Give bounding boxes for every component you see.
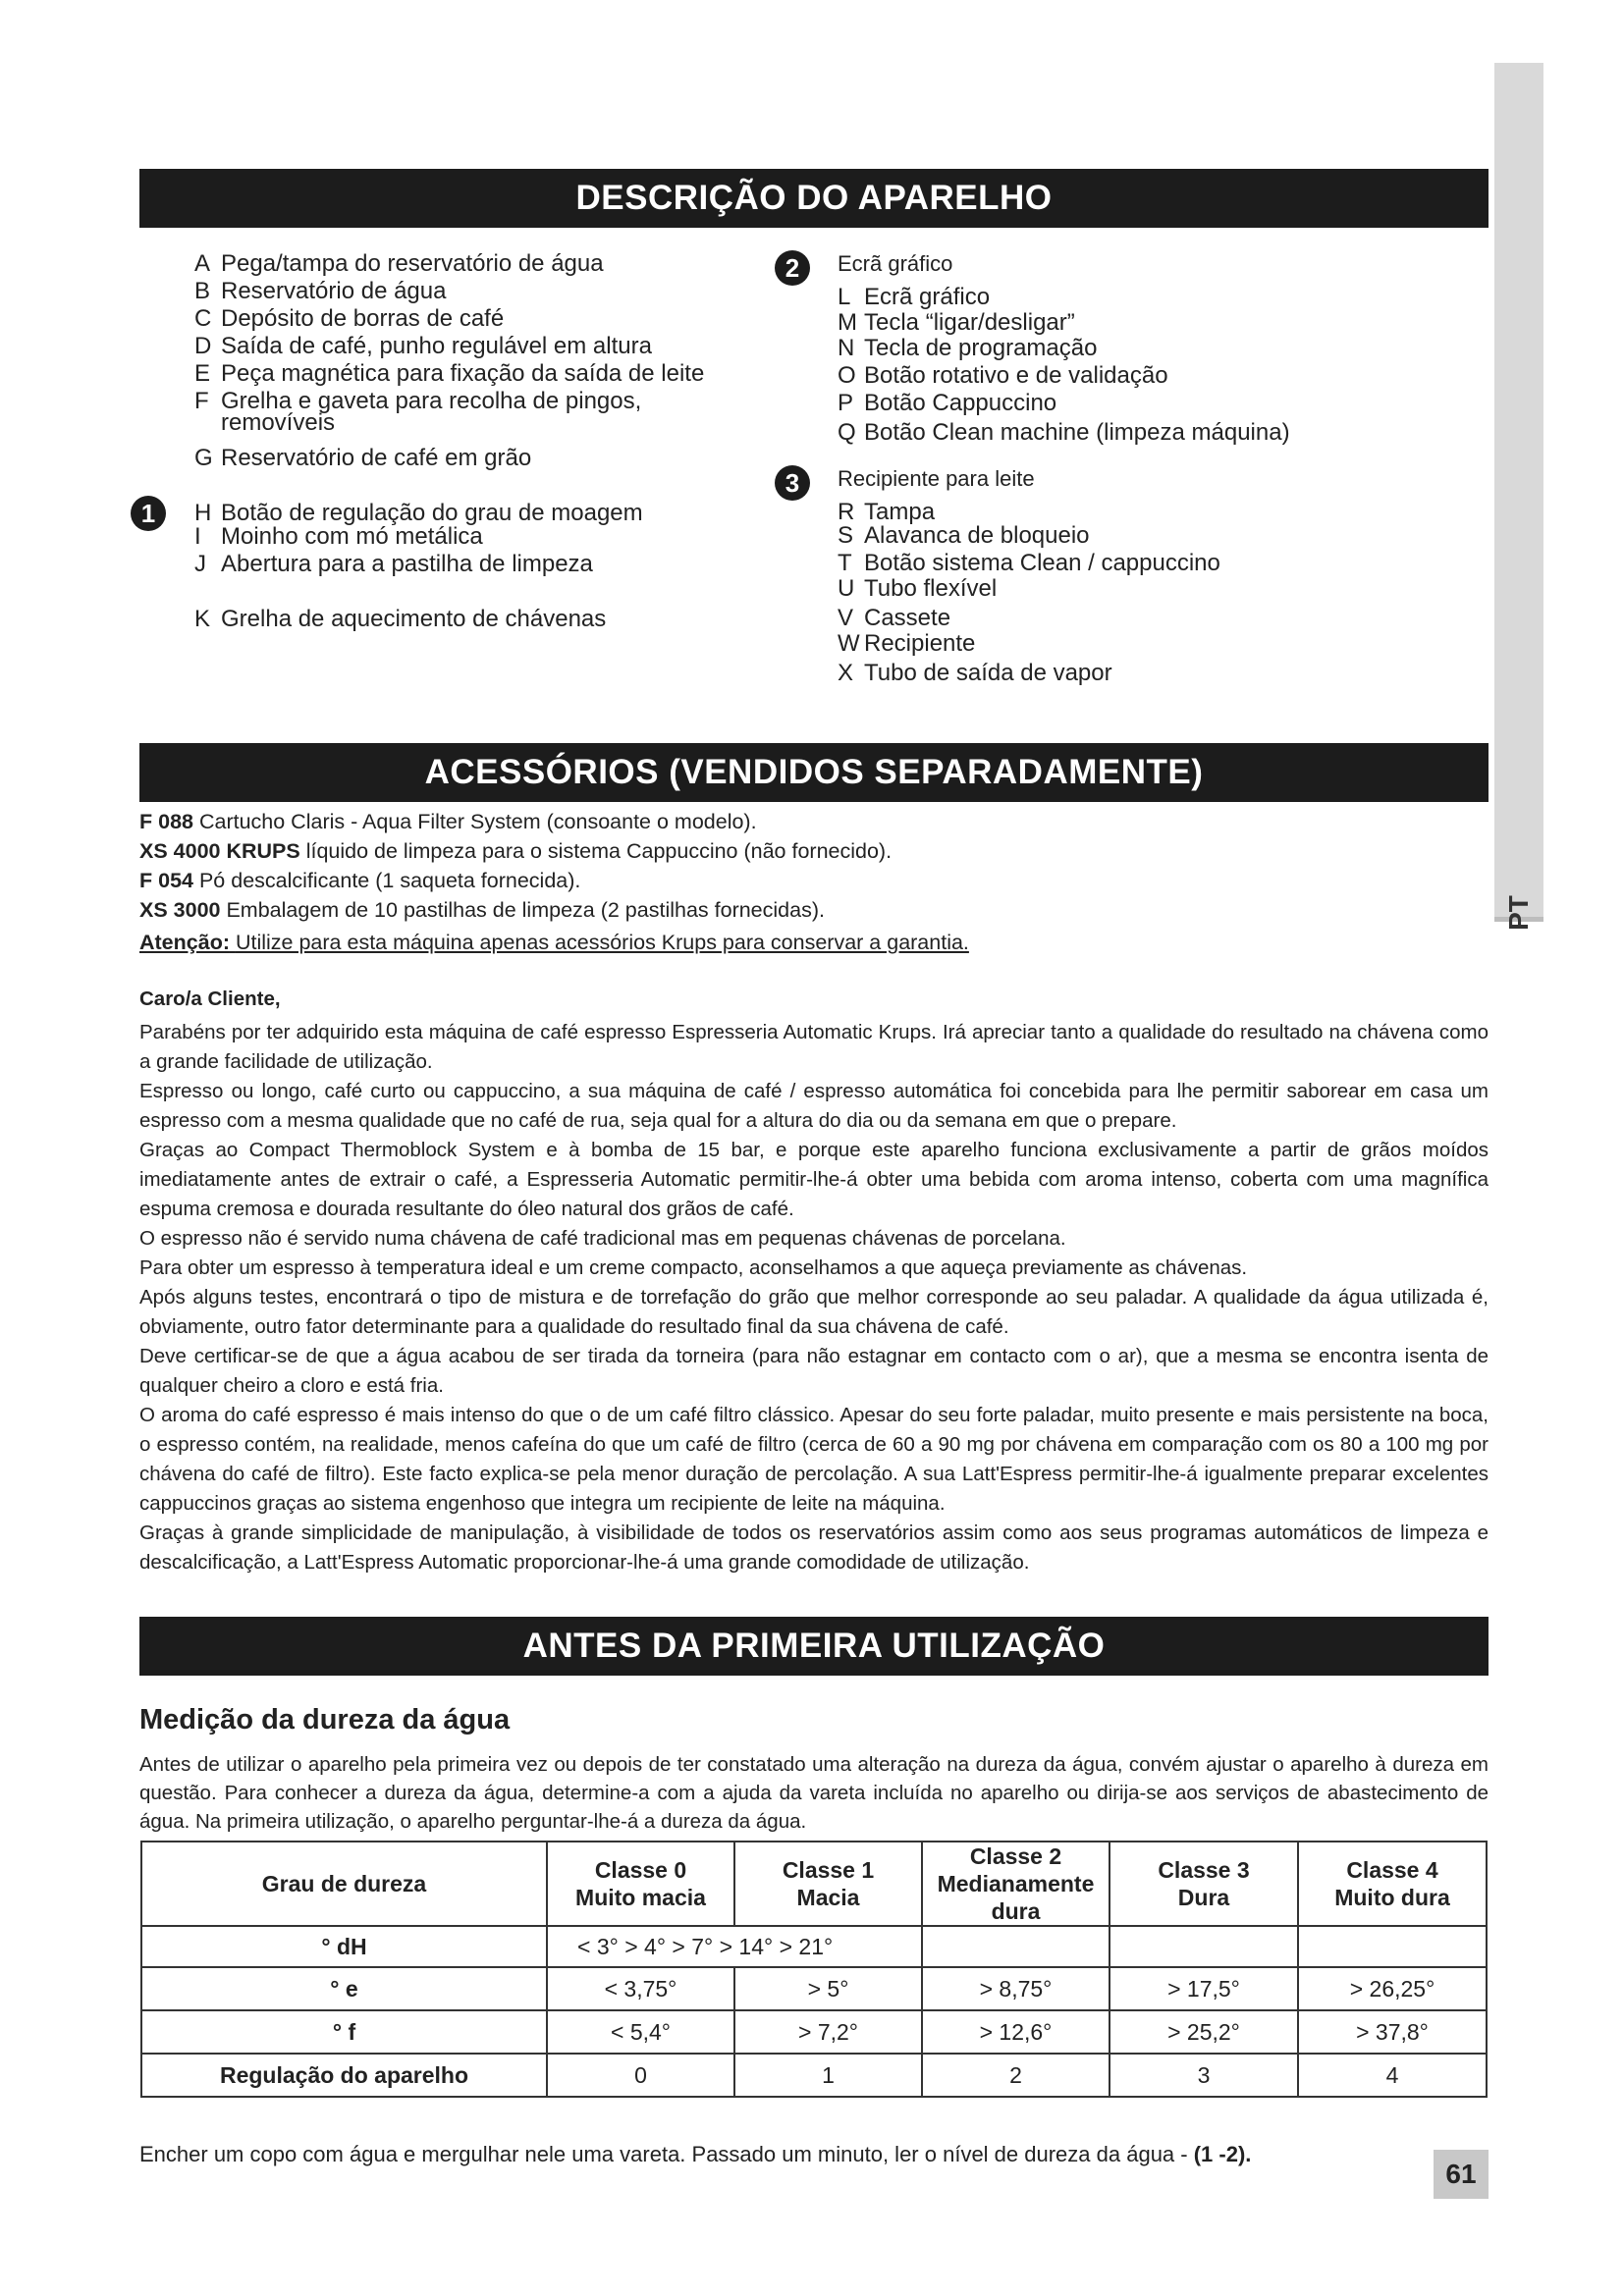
paragraph: Deve certificar-se de que a água acabou de ser tirada da torneira (para não estagnar em contacto com o ar), que a mesma se encontra isenta de qualquer cheiro a cloro e está fria. [139, 1345, 1489, 1397]
list-item: F 054 Pó descalcificante (1 saqueta fornecida). [139, 869, 581, 892]
section-title-first-use: ANTES DA PRIMEIRA UTILIZAÇÃO [139, 1617, 1489, 1676]
table-cell: > 12,6° [922, 2010, 1110, 2054]
table-cell: > 37,8° [1298, 2010, 1487, 2054]
list-item: S Alavanca de bloqueio [838, 522, 1090, 549]
table-cell: < 3° > 4° > 7° > 14° > 21° [547, 1926, 922, 1967]
paragraph: O aroma do café espresso é mais intenso do que o de um café filtro clássico. Apesar do seu forte paladar, muito presente e mais persistente na boca, o espresso contém, na realidade, menos cafeína do que um café de filtro (cerca de 60 a 90 mg por chávena em comparação com os 80 a 100 mg por chávena do café de filtro). Este facto explica-se pela menor duração de percolação. A sua Latt'Espress permitir-lhe-á igualmente preparar excelentes cappuccinos graças ao sistema engenhoso que integra um recipiente de leite na máquina. [139, 1404, 1489, 1515]
section-title-description: DESCRIÇÃO DO APARELHO [139, 169, 1489, 228]
table-header-class: Classe 1 Macia [734, 1842, 922, 1926]
table-row [141, 1967, 1487, 2010]
table-cell [922, 1926, 1110, 1967]
paragraph: Espresso ou longo, café curto ou cappuccino, a sua máquina de café / espresso automática foi concebida para lhe permitir saborear em casa um espresso com a mesma qualidade que no café de rua, seja qual for a altura do dia ou da semana em que o prepare. [139, 1080, 1489, 1132]
parts-list-left [194, 250, 705, 632]
list-item: C Depósito de borras de café [194, 305, 505, 332]
badge-2: 2 [775, 250, 810, 286]
badge-3: 3 [775, 465, 810, 501]
row-label: ° e [141, 1967, 547, 2010]
table-cell: > 25,2° [1110, 2010, 1298, 2054]
customer-letter [139, 985, 1489, 1577]
list-item: P Botão Cappuccino [838, 390, 1057, 416]
table-cell [1298, 1926, 1487, 1967]
hardness-table [140, 1841, 1488, 2098]
table-header-class: Classe 4 Muito dura [1298, 1842, 1487, 1926]
list-item: F Grelha e gaveta para recolha de pingos, [194, 388, 642, 414]
section-title-accessories: ACESSÓRIOS (VENDIDOS SEPARADAMENTE) [139, 743, 1489, 802]
table-cell: 2 [922, 2054, 1110, 2097]
list-item: O Botão rotativo e de validação [838, 362, 1168, 389]
footer-instruction: Encher um copo com água e mergulhar nele uma vareta. Passado um minuto, ler o nível de dureza da água - (1 -2). [139, 2142, 1252, 2166]
parts-list-milk [838, 465, 1220, 685]
list-item: Q Botão Clean machine (limpeza máquina) [838, 419, 1290, 446]
list-item: A Pega/tampa do reservatório de água [194, 250, 604, 277]
group-title-milk: Recipiente para leite [838, 466, 1035, 491]
list-item: M Tecla “ligar/desligar” [838, 309, 1075, 336]
page-number: 61 [1434, 2150, 1489, 2199]
list-item: U Tubo flexível [838, 575, 998, 602]
table-header-class: Classe 2 Medianamente dura [922, 1842, 1110, 1926]
table-cell: 1 [734, 2054, 922, 2097]
list-item: R Tampa [838, 499, 936, 525]
table-header-class: Classe 0 Muito macia [547, 1842, 734, 1926]
paragraph: Graças ao Compact Thermoblock System e à bomba de 15 bar, e porque este aparelho funciona exclusivamente a partir de grãos moídos imediatamente antes de extrair o café, a Espresseria Automatic permitir-lhe-á obter uma bebida com aroma intenso, coberta com uma magnífica espuma cremosa e dourada resultante do óleo natural dos grãos de café. [139, 1139, 1489, 1220]
paragraph: Graças à grande simplicidade de manipulação, à visibilidade de todos os reservatórios assim como aos seus programas automáticos de limpeza e descalcificação, a Latt'Espress Automatic proporcionar-lhe-á uma grande comodidade de utilização. [139, 1522, 1489, 1574]
list-item: XS 3000 Embalagem de 10 pastilhas de limpeza (2 pastilhas fornecidas). [139, 898, 825, 922]
badge-1: 1 [131, 496, 166, 531]
list-item: L Ecrã gráfico [838, 284, 991, 310]
table-cell: > 26,25° [1298, 1967, 1487, 2010]
accessories-list [139, 807, 1489, 957]
attention-note: Atenção: Utilize para esta máquina apenas acessórios Krups para conservar a garantia. [139, 931, 969, 954]
paragraph: Após alguns testes, encontrará o tipo de mistura e de torrefação do grão que melhor corresponde ao seu paladar. A qualidade da água utilizada é, obviamente, outro fator determinante para a qualidade do resultado final da sua chávena de café. [139, 1286, 1489, 1338]
list-item: X Tubo de saída de vapor [838, 660, 1112, 686]
table-cell: > 7,2° [734, 2010, 922, 2054]
list-item: G Reservatório de café em grão [194, 445, 532, 471]
table-cell: > 17,5° [1110, 1967, 1298, 2010]
greeting: Caro/a Cliente, [139, 988, 281, 1010]
table-cell: 0 [547, 2054, 734, 2097]
table-cell: < 5,4° [547, 2010, 734, 2054]
table-cell: 4 [1298, 2054, 1487, 2097]
list-item: T Botão sistema Clean / cappuccino [838, 550, 1220, 576]
list-item: E Peça magnética para fixação da saída de leite [194, 360, 705, 387]
paragraph: O espresso não é servido numa chávena de café tradicional mas em pequenas chávenas de porcelana. [139, 1227, 1066, 1250]
paragraph: Para obter um espresso à temperatura ideal e um creme compacto, aconselhamos a que aqueça previamente as chávenas. [139, 1256, 1248, 1279]
parts-list-display [838, 250, 1290, 446]
list-item: V Cassete [838, 605, 951, 631]
row-label: ° dH [141, 1926, 547, 1967]
row-label: Regulação do aparelho [141, 2054, 547, 2097]
language-label: PT [1503, 895, 1534, 931]
list-item: N Tecla de programação [838, 335, 1098, 361]
list-item: K Grelha de aquecimento de chávenas [194, 606, 607, 632]
list-item: XS 4000 KRUPS líquido de limpeza para o sistema Cappuccino (não fornecido). [139, 839, 893, 863]
list-item: H Botão de regulação do grau de moagem [194, 500, 643, 526]
list-item: removíveis [221, 409, 336, 436]
list-item: J Abertura para a pastilha de limpeza [194, 551, 593, 577]
table-cell: > 8,75° [922, 1967, 1110, 2010]
table-header-class: Classe 3 Dura [1110, 1842, 1298, 1926]
subsection-title: Medição da dureza da água [139, 1704, 511, 1735]
list-item: W Recipiente [838, 630, 976, 657]
paragraph: Parabéns por ter adquirido esta máquina de café espresso Espresseria Automatic Krups. Irá apreciar tanto a qualidade do resultado na chávena como a grande facilidade de utilização. [139, 1021, 1489, 1073]
list-item: F 088 Cartucho Claris - Aqua Filter System (consoante o modelo). [139, 810, 757, 833]
table-cell [1110, 1926, 1298, 1967]
table-row [141, 2054, 1487, 2097]
row-label: ° f [141, 2010, 547, 2054]
list-item: D Saída de café, punho regulável em altura [194, 333, 652, 359]
list-item: I Moinho com mó metálica [194, 523, 483, 550]
table-cell: < 3,75° [547, 1967, 734, 2010]
language-tab [1494, 63, 1543, 931]
table-row [141, 1926, 1487, 1967]
list-item: B Reservatório de água [194, 278, 447, 304]
table-row [141, 2010, 1487, 2054]
table-header-label: Grau de dureza [141, 1842, 547, 1926]
group-title-display: Ecrã gráfico [838, 251, 953, 276]
hardness-intro: Antes de utilizar o aparelho pela primeira vez ou depois de ter constatado uma alteração na dureza da água, convém ajustar o aparelho à dureza em questão. Para conhecer a dureza da água, determine-a com a ajuda da vareta incluída no aparelho ou dirija-se aos serviços de abastecimento de água. Na primeira utilização, o aparelho perguntar-lhe-á a dureza da água. [139, 1753, 1489, 1833]
table-cell: > 5° [734, 1967, 922, 2010]
table-cell: 3 [1110, 2054, 1298, 2097]
